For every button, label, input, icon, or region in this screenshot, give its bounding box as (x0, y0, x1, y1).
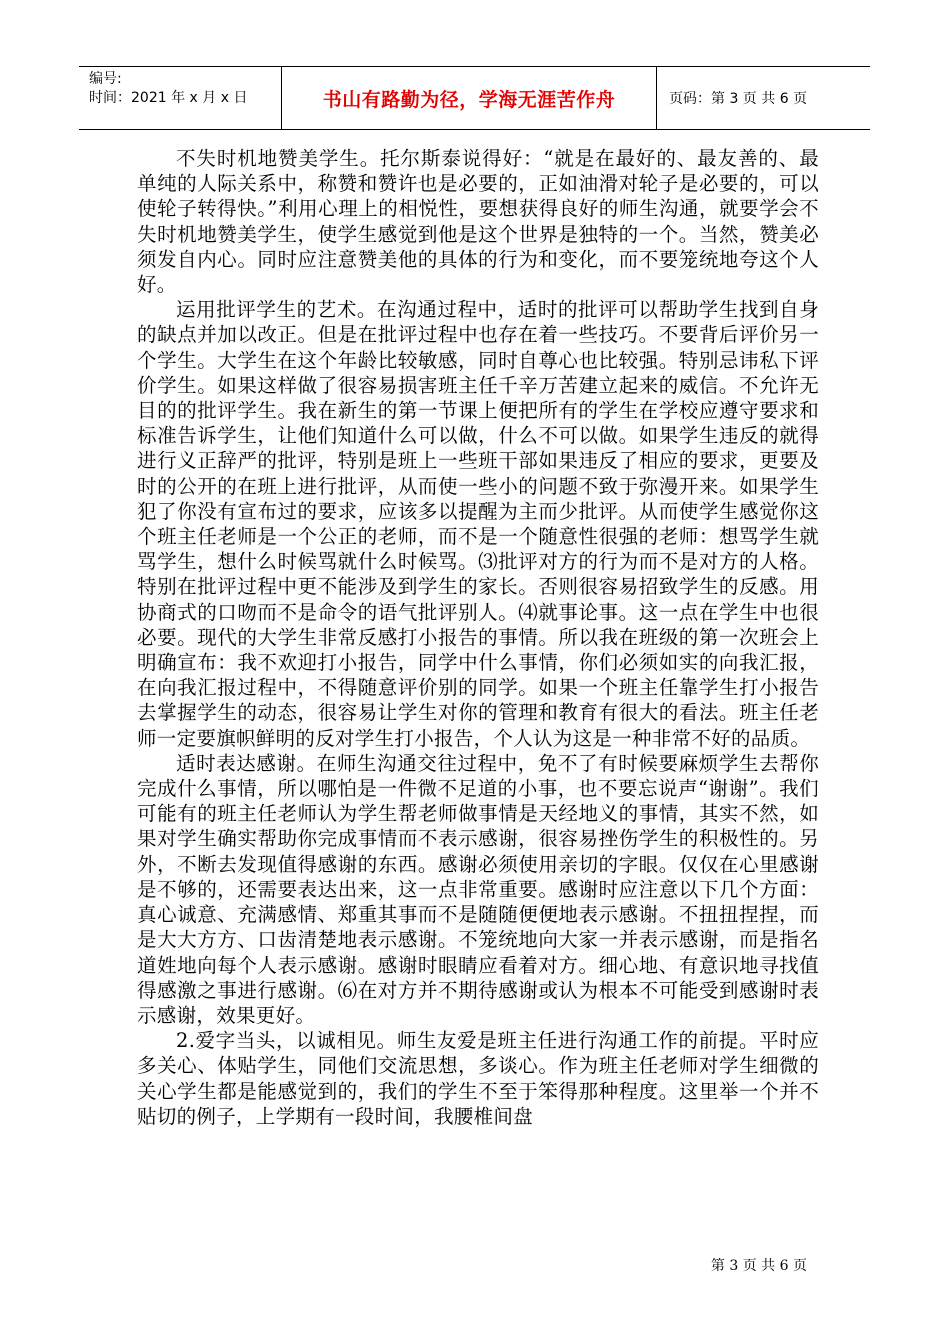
date-label: 时间：2021 年 x 月 x 日 (89, 90, 248, 106)
header-meta-cell (79, 67, 282, 129)
motto-text: 书山有路勤为径，学海无涯苦作舟 (322, 88, 616, 111)
paragraph-criticism: 运用批评学生的艺术。在沟通过程中，适时的批评可以帮助学生找到自身的缺点并加以改正。但是在批评过程中也存在着一些技巧。不要背后评价另一个学生。大学生在这个年龄比较敏感，同时自尊心也比较强。特别忌讳私下评价学生。如果这样做了很容易损害班主任千辛万苦建立起来的威信。不允许无目的的批评学生。我在新生的第一节课上便把所有的学生在学校应遵守要求和标准告诉学生，让他们知道什么可以做，什么不可以做。如果学生违反的就得进行义正辞严的批评，特别是班上一些班干部如果违反了相应的要求，更要及时的公开的在班上进行批评，从而使一些小的问题不致于弥漫开来。如果学生犯了你没有宣布过的要求，应该多以提醒为主而少批评。从而使学生感觉你这个班主任老师是一个公正的老师，而不是一个随意性很强的老师：想骂学生就骂学生，想什么时候骂就什么时候骂。⑶批评对方的行为而不是对方的人格。特别在批评过程中更不能涉及到学生的家长。否则很容易招致学生的反感。用协商式的口吻而不是命令的语气批评别人。⑷就事论事。这一点在学生中也很必要。现代的大学生非常反感打小报告的事情。所以我在班级的第一次班会上明确宣布：我不欢迎打小报告，同学中什么事情，你们必须如实的向我汇报，在向我汇报过程中，不得随意评价别的同学。如果一个班主任靠学生打小报告去掌握学生的动态，很容易让学生对你的管理和教育有很大的看法。班主任老师一定要旗帜鲜明的反对学生打小报告，个人认为这是一种非常不好的品质。 (137, 298, 819, 750)
paragraph-gratitude: 适时表达感谢。在师生沟通交往过程中，免不了有时候要麻烦学生去帮你完成什么事情，所以哪怕是一件微不足道的小事，也不要忘说声“谢谢”。我们可能有的班主任老师认为学生帮老师做事情是天经地义的事情，其实不然，如果对学生确实帮助你完成事情而不表示感谢，很容易挫伤学生的积极性的。另外，不断去发现值得感谢的东西。感谢必须使用亲切的字眼。仅仅在心里感谢是不够的，还需要表达出来，这一点非常重要。感谢时应注意以下几个方面：真心诚意、充满感情、郑重其事而不是随随便便地表示感谢。不扭扭捏捏，而是大大方方、口齿清楚地表示感谢。不笼统地向大家一并表示感谢，而是指名道姓地向每个人表示感谢。感谢时眼睛应看着对方。细心地、有意识地寻找值得感激之事进行感谢。⑹在对方并不期待感谢或认为根本不可能受到感谢时表示感谢，效果更好。 (137, 751, 819, 1027)
page-header (79, 66, 870, 130)
serial-number-label: 编号: (89, 71, 122, 87)
page-footer: 第 3 页 共 6 页 (710, 1258, 807, 1274)
header-page-cell (657, 67, 870, 129)
document-body (137, 146, 819, 1129)
paragraph-love-sincerity: 2.爱字当头，以诚相见。师生友爱是班主任进行沟通工作的前提。平时应多关心、体贴学生，同他们交流思想，多谈心。作为班主任老师对学生细微的关心学生都是能感觉到的，我们的学生不至于笨得那种程度。这里举一个并不贴切的例子，上学期有一段时间，我腰椎间盘 (137, 1029, 819, 1128)
page-code-label: 页码：第 3 页 共 6 页 (669, 91, 808, 107)
paragraph-praise: 不失时机地赞美学生。托尔斯泰说得好：“就是在最好的、最友善的、最单纯的人际关系中，称赞和赞许也是必要的，正如油滑对轮子是必要的，可以使轮子转得快。”利用心理上的相悦性，要想获得良好的师生沟通，就要学会不失时机地赞美学生，使学生感觉到他是这个世界是独特的一个。当然，赞美必须发自内心。同时应注意赞美他的具体的行为和变化，而不要笼统地夸这个人好。 (137, 147, 819, 297)
header-motto-cell (282, 67, 657, 129)
